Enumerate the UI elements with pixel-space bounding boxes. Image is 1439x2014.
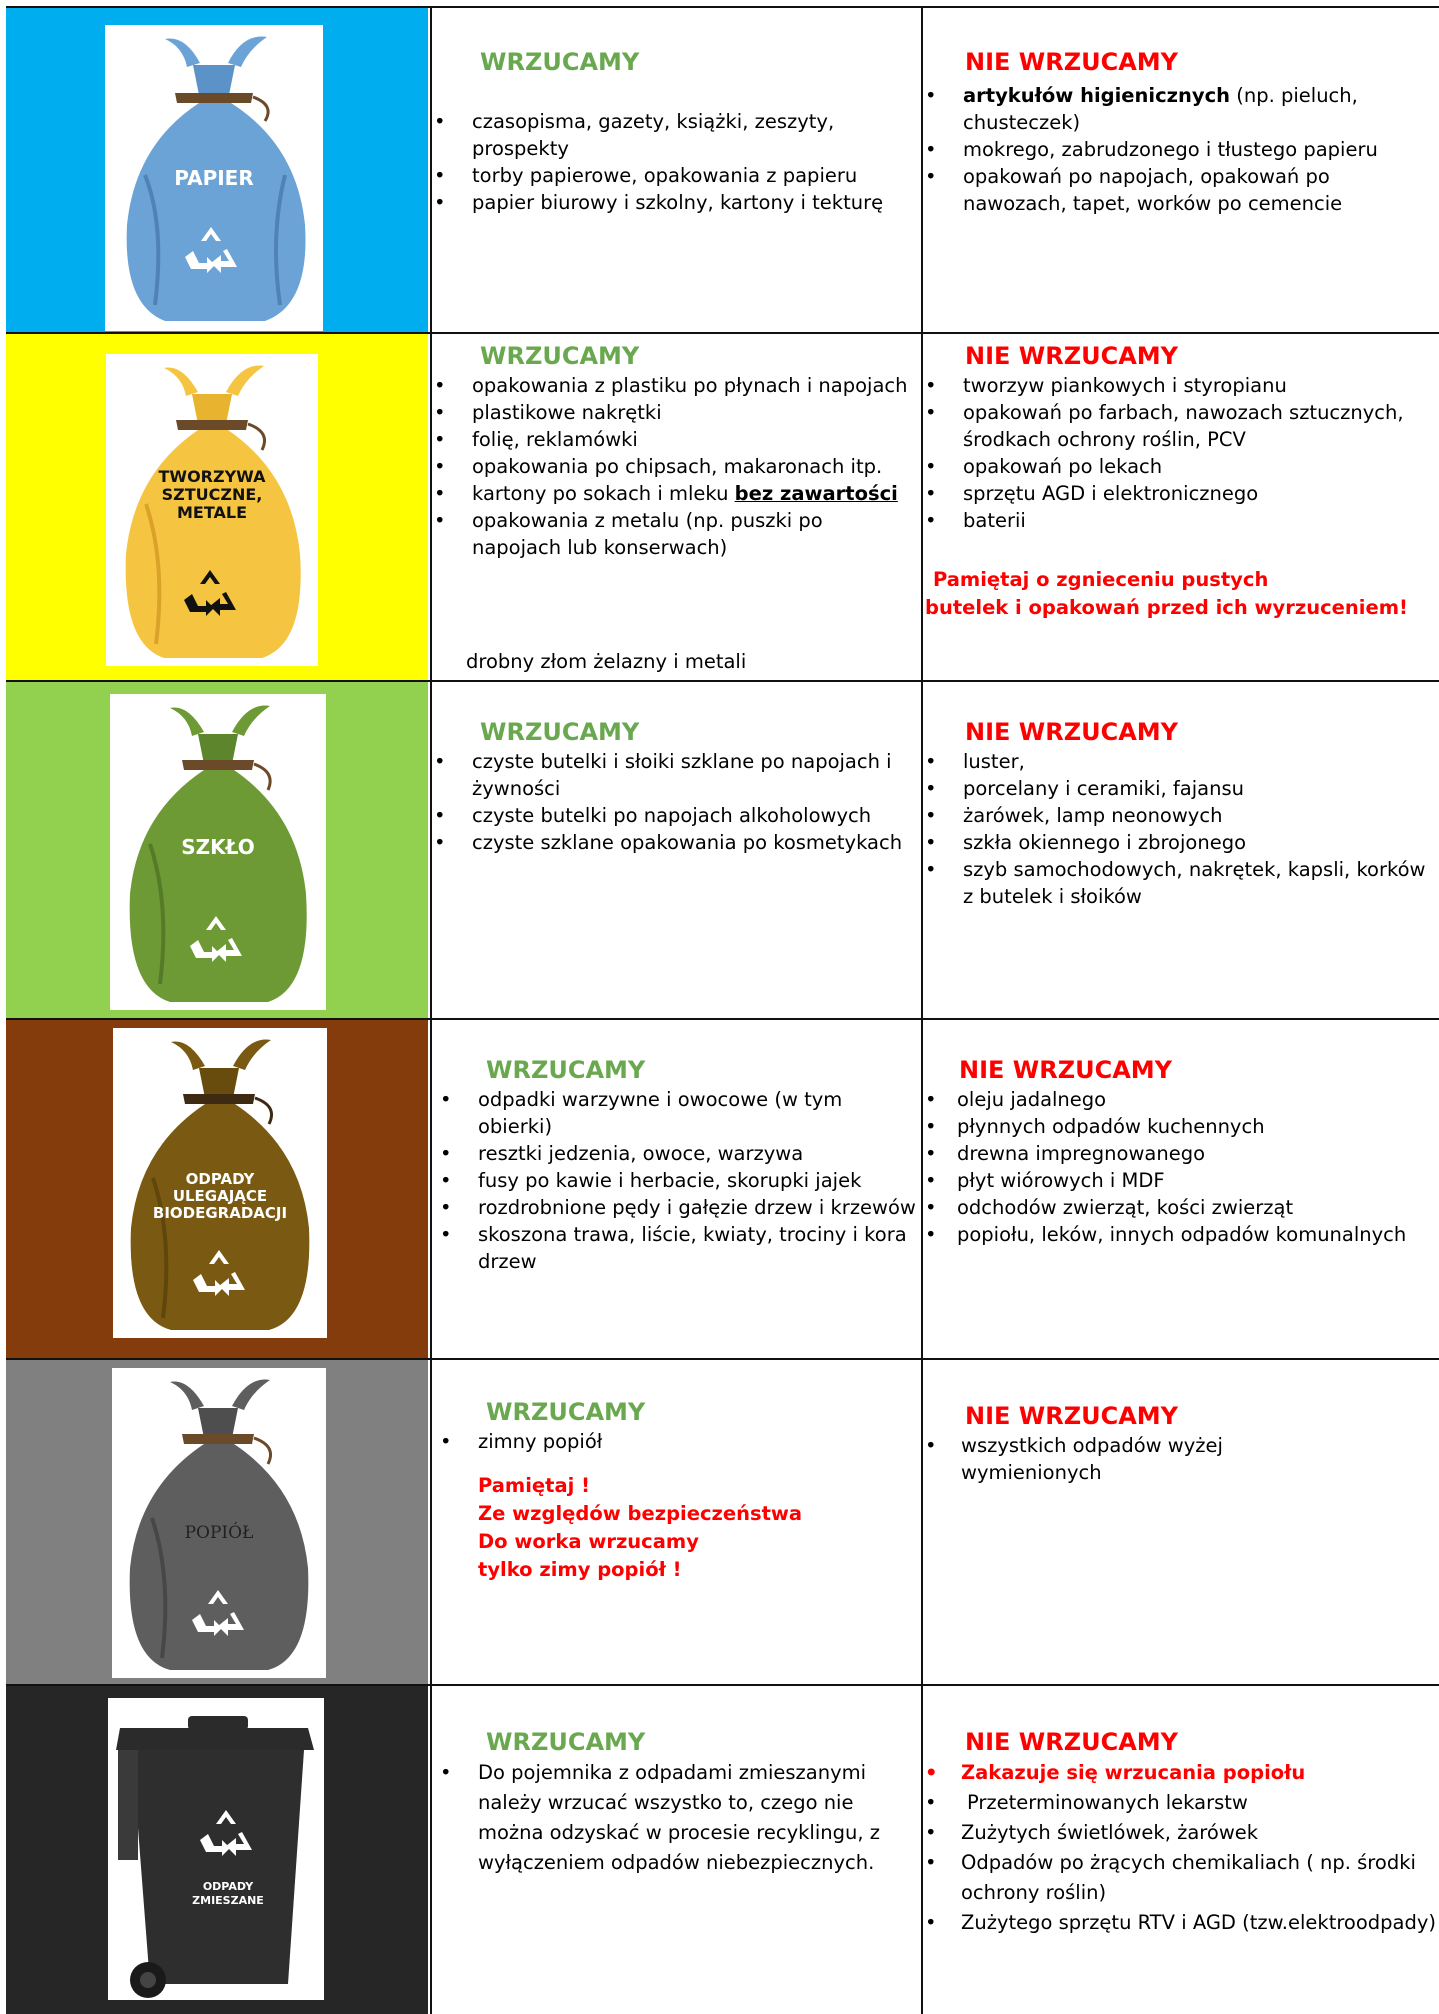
list-item: • opakowania z plastiku po płynach i napojach (432, 372, 917, 399)
list-item-text: (np. pieluch, chusteczek) (963, 84, 1358, 134)
nie-wrzucamy-list (923, 1432, 1283, 1486)
list-item: • opakowania po chipsach, makaronach itp. (432, 453, 917, 480)
nie-wrzucamy-heading: NIE WRZUCAMY (959, 1056, 1173, 1084)
wrzucamy-list (438, 1758, 924, 1878)
reminder-note (925, 566, 1408, 622)
note-line: Do worka wrzucamy (478, 1530, 699, 1553)
list-item (432, 480, 917, 507)
list-item: • skoszona trawa, liście, kwiaty, trociny i kora drzew (438, 1221, 918, 1275)
trash-bag-icon (113, 1028, 327, 1338)
list-item: • wszystkich odpadów wyżej wymienionych (923, 1432, 1283, 1486)
nie-wrzucamy-cell (921, 1686, 1439, 2014)
underlined-text: bez zawartości (734, 482, 898, 505)
list-item: • porcelany i ceramiki, fajansu (923, 775, 1438, 802)
list-item: • płyt wiórowych i MDF (923, 1167, 1438, 1194)
list-item: • torby papierowe, opakowania z papieru (432, 162, 917, 189)
note-line: Ze względów bezpieczeństwa (478, 1502, 803, 1525)
list-item: • plastikowe nakrętki (432, 399, 917, 426)
wrzucamy-heading: WRZUCAMY (486, 1728, 646, 1756)
nie-wrzucamy-list (923, 1086, 1438, 1248)
bag-label-line: BIODEGRADACJI (152, 1204, 288, 1222)
list-item: • szkła okiennego i zbrojonego (923, 829, 1438, 856)
list-item: • żarówek, lamp neonowych (923, 802, 1438, 829)
bag-panel (105, 25, 323, 331)
list-item: • drewna impregnowanego (923, 1140, 1438, 1167)
nie-wrzucamy-heading: NIE WRZUCAMY (965, 1728, 1179, 1756)
note-line: Pamiętaj o zgnieceniu pustych (933, 568, 1269, 591)
list-item: • opakowań po napojach, opakowań po nawozach, tapet, worków po cemencie (923, 163, 1438, 217)
note-line: butelek i opakowań przed ich wyrzuceniem! (925, 596, 1408, 619)
wrzucamy-cell (430, 1360, 921, 1686)
list-item: • rozdrobnione pędy i gałęzie drzew i krzewów (438, 1194, 918, 1221)
list-item: • opakowania z metalu (np. puszki po napojach lub konserwach) (432, 507, 917, 561)
row-szklo (6, 680, 1439, 1020)
list-item-text: kartony po sokach i mleku (472, 482, 735, 505)
row-tworzywa (6, 332, 1439, 682)
wrzucamy-heading: WRZUCAMY (486, 1056, 646, 1084)
wrzucamy-heading: WRZUCAMY (480, 342, 640, 370)
wrzucamy-list (432, 372, 917, 561)
wrzucamy-heading: WRZUCAMY (480, 48, 640, 76)
wrzucamy-cell (430, 8, 921, 334)
nie-wrzucamy-cell (921, 334, 1439, 682)
wrzucamy-heading: WRZUCAMY (480, 718, 640, 746)
list-item: • popiołu, leków, innych odpadów komunalnych (923, 1221, 1438, 1248)
bag-label-line: POPIÓŁ (184, 1523, 254, 1543)
note-line: Pamiętaj ! (478, 1474, 591, 1497)
nie-wrzucamy-list (923, 82, 1438, 217)
list-item: • czyste butelki i słoiki szklane po napojach i żywności (432, 748, 917, 802)
wrzucamy-list (432, 108, 917, 216)
list-item: • oleju jadalnego (923, 1086, 1438, 1113)
bag-label-line: ULEGAJĄCE (172, 1187, 268, 1205)
list-item: • czyste szklane opakowania po kosmetykach (432, 829, 917, 856)
list-item (923, 82, 1438, 136)
list-item: • baterii (923, 507, 1438, 534)
wrzucamy-cell (430, 682, 921, 1020)
bag-panel (112, 1368, 326, 1678)
list-item: • zimny popiół (438, 1428, 918, 1455)
wrzucamy-cell (430, 1686, 921, 2014)
nie-wrzucamy-heading: NIE WRZUCAMY (965, 718, 1179, 746)
trash-bag-icon (106, 354, 318, 666)
list-item: • resztki jedzenia, owoce, warzywa (438, 1140, 918, 1167)
wrzucamy-list (432, 748, 917, 856)
note-line: tylko zimy popiół ! (478, 1558, 682, 1581)
list-item: • luster, (923, 748, 1438, 775)
bag-panel (113, 1028, 327, 1338)
nie-wrzucamy-cell (921, 682, 1439, 1020)
list-item: • odchodów zwierząt, kości zwierząt (923, 1194, 1438, 1221)
extra-text: drobny złom żelazny i metali (466, 650, 747, 673)
band-tworzywa (6, 334, 428, 682)
row-papier (6, 6, 1439, 334)
bag-panel (110, 694, 326, 1010)
list-item: • fusy po kawie i herbacie, skorupki jajek (438, 1167, 918, 1194)
list-item: • opakowań po lekach (923, 453, 1438, 480)
waste-sorting-table (6, 6, 1439, 2012)
wrzucamy-heading: WRZUCAMY (486, 1398, 646, 1426)
nie-wrzucamy-cell (921, 1020, 1439, 1360)
list-item: • Zakazuje się wrzucania popiołu (923, 1758, 1438, 1788)
list-item: • Przeterminowanych lekarstw (923, 1788, 1438, 1818)
trash-bag-icon (112, 1368, 326, 1678)
bin-panel (108, 1698, 324, 2000)
band-bio (6, 1020, 428, 1360)
list-item: • szyb samochodowych, nakrętek, kapsli, korków z butelek i słoików (923, 856, 1438, 910)
bag-label-line: ODPADY (185, 1170, 255, 1188)
row-popiol (6, 1358, 1439, 1686)
list-item: • odpadki warzywne i owocowe (w tym obierki) (438, 1086, 918, 1140)
band-szklo (6, 682, 428, 1020)
list-item: • sprzętu AGD i elektronicznego (923, 480, 1438, 507)
list-item: • papier biurowy i szkolny, kartony i tekturę (432, 189, 917, 216)
list-item: • Odpadów po żrących chemikaliach ( np. środki ochrony roślin) (923, 1848, 1438, 1908)
row-zmieszane (6, 1684, 1439, 2014)
list-item: • Zużytych świetlówek, żarówek (923, 1818, 1438, 1848)
list-item: • folię, reklamówki (432, 426, 917, 453)
list-item: • czyste butelki po napojach alkoholowych (432, 802, 917, 829)
band-zmieszane (6, 1686, 428, 2014)
nie-wrzucamy-cell (921, 1360, 1439, 1686)
bold-text: artykułów higienicznych (963, 84, 1231, 107)
nie-wrzucamy-heading: NIE WRZUCAMY (965, 48, 1179, 76)
list-item: • opakowań po farbach, nawozach sztucznych, środkach ochrony roślin, PCV (923, 399, 1438, 453)
list-item: • mokrego, zabrudzonego i tłustego papieru (923, 136, 1438, 163)
wrzucamy-list (438, 1086, 918, 1275)
trash-bag-icon (110, 694, 326, 1010)
nie-wrzucamy-list (923, 1758, 1438, 1938)
bag-label-line: METALE (176, 503, 248, 522)
bag-label-line: SZTUCZNE, (161, 485, 263, 504)
nie-wrzucamy-cell (921, 8, 1439, 334)
band-papier (6, 8, 428, 334)
wrzucamy-list (438, 1428, 918, 1455)
trash-bag-icon (105, 25, 323, 331)
list-item: • płynnych odpadów kuchennych (923, 1113, 1438, 1140)
bag-panel (106, 354, 318, 666)
band-popiol (6, 1360, 428, 1686)
list-item: • czasopisma, gazety, książki, zeszyty, prospekty (432, 108, 917, 162)
bag-label-line: PAPIER (174, 166, 254, 190)
safety-note (478, 1472, 802, 1584)
trash-bin-icon (108, 1698, 324, 2000)
bin-label-line: ZMIESZANE (192, 1894, 264, 1907)
nie-wrzucamy-heading: NIE WRZUCAMY (965, 342, 1179, 370)
row-bio (6, 1018, 1439, 1360)
list-item: • Do pojemnika z odpadami zmieszanymi należy wrzucać wszystko to, czego nie można odzyskać w procesie recyklingu, z wyłączeniem odpadów niebezpiecznych. (438, 1758, 924, 1878)
wrzucamy-cell (430, 334, 921, 682)
wrzucamy-cell (430, 1020, 921, 1360)
bag-label-line: SZKŁO (181, 835, 255, 859)
nie-wrzucamy-heading: NIE WRZUCAMY (965, 1402, 1179, 1430)
bin-label-line: ODPADY (202, 1880, 254, 1893)
list-item: • Zużytego sprzętu RTV i AGD (tzw.elektroodpady) (923, 1908, 1438, 1938)
list-item: • tworzyw piankowych i styropianu (923, 372, 1438, 399)
bag-label-line: TWORZYWA (158, 467, 266, 486)
nie-wrzucamy-list (923, 748, 1438, 910)
nie-wrzucamy-list (923, 372, 1438, 534)
